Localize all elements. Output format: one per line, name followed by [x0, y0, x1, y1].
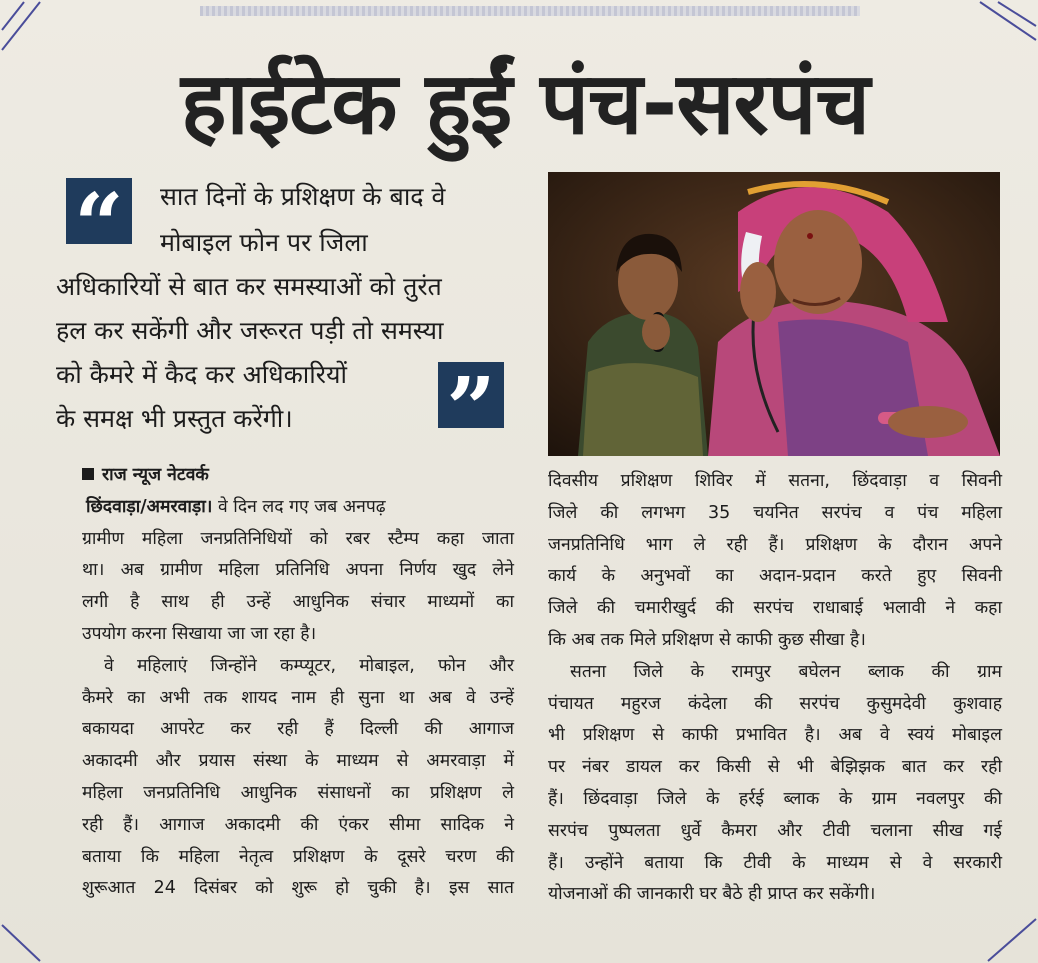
article-line: हैं। छिंदवाड़ा जिले के हर्रई ब्लाक के ग्राम नवलपुर की — [548, 788, 1002, 809]
pull-quote-line: को कैमरे में कैद कर अधिकारियों — [56, 360, 347, 389]
article-right-column — [548, 466, 1002, 911]
corner-mark-bottom-left — [0, 905, 60, 963]
article-line: था। अब ग्रामीण महिला प्रतिनिधि अपना निर्णय खुद लेने — [82, 560, 514, 581]
article-line: वे महिलाएं जिन्होंने कम्प्यूटर, मोबाइल, फोन और — [104, 655, 514, 676]
byline — [82, 460, 514, 492]
article-line: ग्रामीण महिला जनप्रतिनिधियों को रबर स्टैम्प कहा जाता — [82, 528, 514, 549]
pull-quote-line: मोबाइल फोन पर जिला — [160, 228, 368, 257]
article-line: दिवसीय प्रशिक्षण शिविर में सतना, छिंदवाड़ा व सिवनी — [548, 471, 1002, 491]
photo-women-on-phone — [548, 172, 1000, 456]
photo-illustration — [548, 172, 1000, 456]
article-line: कि अब तक मिले प्रशिक्षण से काफी कुछ सीखा है। — [548, 629, 866, 650]
pull-quote — [56, 170, 536, 460]
open-quote-icon: “ — [66, 178, 132, 244]
article-line: उपयोग करना सिखाया जा जा रहा है। — [82, 623, 317, 644]
article-line: कार्य के अनुभवों का अदान-प्रदान करते हुए सिवनी — [548, 566, 1002, 587]
article-line: शुरूआत 24 दिसंबर को शुरू हो चुकी है। इस सात — [82, 878, 514, 899]
pull-quote-line: हल कर सकेंगी और जरूरत पड़ी तो समस्या — [56, 316, 444, 345]
article-line: बताया कि महिला नेतृत्व प्रशिक्षण के दूसरे चरण की — [82, 846, 514, 867]
bullet-square-icon — [82, 468, 94, 480]
dateline: छिंदवाड़ा/अमरवाड़ा। — [86, 496, 213, 517]
article-line: बकायदा आपरेट कर रही हैं दिल्ली की आगाज — [82, 719, 514, 740]
article-line: जिले की चमारीखुर्द की सरपंच राधाबाई भलावी ने कहा — [548, 598, 1002, 619]
corner-mark-bottom-right — [978, 905, 1038, 963]
article-line-text: वे दिन लद गए जब अनपढ़ — [218, 496, 386, 517]
article-line: सरपंच पुष्पलता धुर्वे कैमरा और टीवी चलाना सीख गई — [548, 820, 1002, 841]
byline-text: राज न्यूज नेटवर्क — [102, 465, 209, 485]
top-edge-strip — [200, 6, 860, 16]
article-left-column — [82, 460, 514, 905]
corner-mark-top-left — [0, 0, 60, 60]
corner-mark-top-right — [978, 0, 1038, 60]
article-line: योजनाओं की जानकारी घर बैठे ही प्राप्त कर सकेंगी। — [548, 884, 876, 905]
article-line: महिला जनप्रतिनिधि आधुनिक संसाधनों का प्रशिक्षण ले — [82, 782, 514, 803]
article-line: सतना जिले के रामपुर बघेलन ब्लाक की ग्राम — [570, 661, 1002, 682]
article-line: कैमरे का अभी तक शायद नाम ही सुना था अब वे उन्हें — [82, 687, 514, 708]
close-quote-icon: ” — [438, 362, 504, 428]
article-line: भी प्रशिक्षण से काफी प्रभावित है। अब वे स्वयं मोबाइल — [548, 725, 1002, 746]
article-line: जिले की लगभग 35 चयनित सरपंच व पंच महिला — [548, 502, 1002, 523]
article-line: जनप्रतिनिधि भाग ले रही हैं। प्रशिक्षण के दौरान अपने — [548, 534, 1002, 555]
article-line: पंचायत महुरज कंदेला की सरपंच कुसुमदेवी कुशवाह — [548, 693, 1002, 714]
article-line: अकादमी और प्रयास संस्था के माध्यम से अमरवाड़ा में — [82, 751, 514, 772]
article-line: हैं। उन्होंने बताया कि टीवी के माध्यम से वे सरकारी — [548, 852, 1002, 873]
headline: हाईटेक हुईं पंच-सरपंच — [180, 54, 870, 154]
article-line: पर नंबर डायल कर किसी से भी बेझिझक बात कर रही — [548, 757, 1002, 778]
article-line: लगी है साथ ही उन्हें आधुनिक संचार माध्यमों का — [82, 592, 514, 613]
article-line — [82, 492, 514, 524]
pull-quote-line: सात दिनों के प्रशिक्षण के बाद वे — [160, 182, 446, 211]
pull-quote-line: अधिकारियों से बात कर समस्याओं को तुरंत — [56, 272, 442, 301]
article-line: रही हैं। आगाज अकादमी की एंकर सीमा सादिक ने — [82, 814, 514, 835]
pull-quote-line: के समक्ष भी प्रस्तुत करेंगी। — [56, 404, 293, 433]
